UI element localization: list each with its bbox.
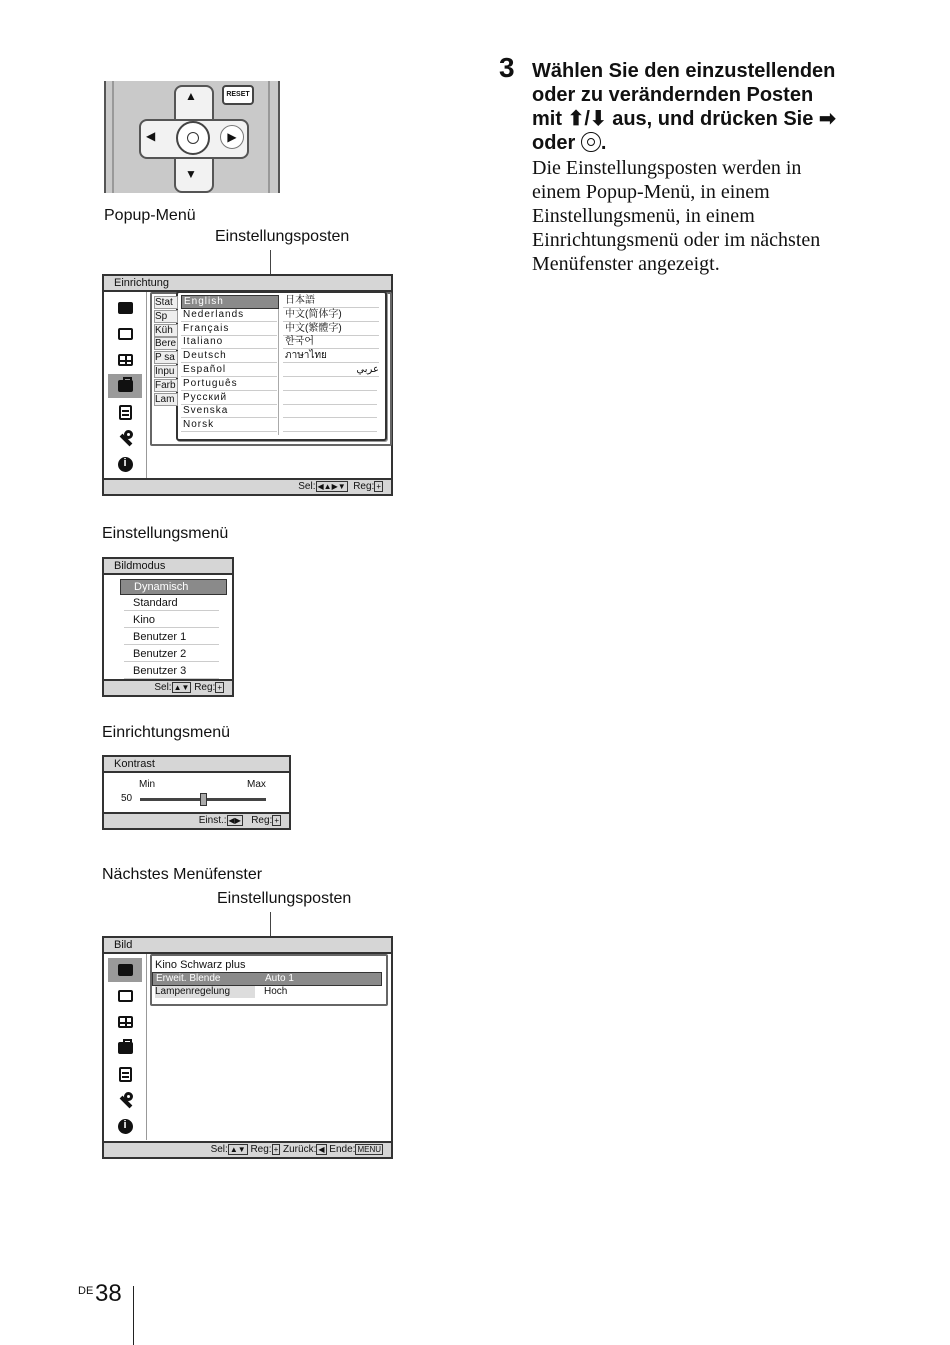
body-text-line: Einstellungsmenü, in einem bbox=[532, 205, 755, 227]
empty-slot bbox=[283, 404, 377, 405]
setup-item[interactable]: Küh bbox=[154, 324, 178, 337]
language-option[interactable]: Deutsch bbox=[181, 350, 277, 363]
slider-min-label: Min bbox=[139, 779, 156, 790]
setup-menu-window bbox=[102, 755, 291, 830]
mode-option[interactable]: Standard bbox=[124, 596, 219, 611]
caption-setting-menu: Einstellungsmenü bbox=[102, 525, 229, 542]
footer-lang: DE bbox=[78, 1285, 94, 1297]
language-option[interactable]: 日本語 bbox=[283, 295, 379, 308]
language-option[interactable]: Italiano bbox=[181, 336, 277, 349]
picture-adjust-icon[interactable] bbox=[108, 984, 142, 1008]
body-text-line: einem Popup-Menü, in einem bbox=[532, 181, 770, 203]
setting-menu-window bbox=[102, 557, 234, 697]
screen-icon[interactable] bbox=[108, 1010, 142, 1034]
setup-item[interactable]: P sa bbox=[154, 351, 178, 364]
step-number: 3 bbox=[499, 52, 515, 83]
down-arrow-button[interactable]: ▼ bbox=[185, 167, 197, 181]
setup-icon[interactable] bbox=[108, 1036, 142, 1060]
setting-row[interactable] bbox=[152, 986, 380, 998]
status-bar: Sel: ▲▼ Reg: + bbox=[104, 679, 232, 695]
picture-icon[interactable] bbox=[108, 958, 142, 982]
setup-item[interactable]: Stat bbox=[154, 296, 178, 309]
slider-max-label: Max bbox=[247, 779, 266, 790]
language-option[interactable]: Español bbox=[181, 364, 277, 377]
empty-slot bbox=[283, 417, 377, 418]
contrast-slider-handle[interactable] bbox=[200, 793, 207, 806]
setup-item[interactable]: Bere bbox=[155, 338, 177, 350]
status-bar: Einst.: ◀▶ Reg: + bbox=[104, 812, 289, 828]
setting-label: Lampenregelung bbox=[155, 986, 255, 998]
window-title: Einrichtung bbox=[104, 276, 391, 292]
mode-option[interactable]: Kino bbox=[124, 613, 219, 628]
language-option[interactable]: Русский bbox=[181, 392, 277, 405]
enter-icon bbox=[581, 132, 601, 152]
empty-slot bbox=[283, 431, 377, 432]
step-heading-line-4: oder . bbox=[532, 132, 607, 154]
up-down-arrow-icon: ⬆/⬇ bbox=[567, 108, 607, 130]
status-bar: Sel: ▲▼ Reg: + Zurück: ◀ Ende: MENU bbox=[104, 1141, 391, 1157]
step-heading-line-2: oder zu verändernden Posten bbox=[532, 84, 814, 106]
caption-setting-item-1: Einstellungsposten bbox=[215, 228, 350, 245]
language-option[interactable]: 中文(繁體字) bbox=[283, 323, 379, 336]
step-heading-line-3: mit ⬆/⬇ aus, und drücken Sie ➡ bbox=[532, 108, 836, 130]
setup-icon[interactable] bbox=[108, 374, 142, 398]
window-title: Bild bbox=[104, 938, 391, 954]
menu-list-icon[interactable] bbox=[108, 400, 142, 424]
setting-value: Auto 1 bbox=[265, 973, 294, 984]
body-text-line: Einrichtungsmenü oder im nächsten bbox=[532, 229, 821, 251]
setting-label: Erweit. Blende bbox=[156, 973, 221, 984]
footer-rule bbox=[133, 1286, 134, 1345]
wrench-icon[interactable] bbox=[108, 426, 142, 450]
slider-value: 50 bbox=[121, 793, 133, 804]
screen-icon[interactable] bbox=[108, 348, 142, 372]
caption-popup-menu: Popup-Menü bbox=[104, 207, 196, 224]
group-title: Kino Schwarz plus bbox=[155, 959, 246, 971]
mode-option[interactable]: Benutzer 2 bbox=[124, 647, 219, 662]
reset-button[interactable]: RESET bbox=[222, 85, 254, 105]
body-text-line: Die Einstellungsposten werden in bbox=[532, 157, 802, 179]
setup-item[interactable]: Lam bbox=[154, 393, 178, 406]
setup-item[interactable]: Sp bbox=[154, 310, 178, 323]
info-icon[interactable] bbox=[108, 452, 142, 476]
info-icon[interactable] bbox=[108, 1114, 142, 1138]
left-arrow-button[interactable]: ◀ bbox=[146, 129, 156, 143]
mode-option[interactable]: Benutzer 1 bbox=[124, 630, 219, 645]
language-option[interactable]: 中文(简体字) bbox=[283, 309, 379, 322]
language-option[interactable]: English bbox=[181, 295, 279, 309]
window-title: Kontrast bbox=[104, 757, 289, 773]
picture-adjust-icon[interactable] bbox=[108, 322, 142, 346]
language-option[interactable]: Svenska bbox=[181, 405, 277, 418]
language-option[interactable]: عربي bbox=[283, 364, 379, 377]
empty-slot bbox=[283, 390, 377, 391]
setup-item[interactable]: Inpu bbox=[154, 365, 178, 378]
body-text-line: Menüfenster angezeigt. bbox=[532, 253, 720, 275]
language-option[interactable]: Norsk bbox=[181, 419, 277, 432]
window-title: Bildmodus bbox=[104, 559, 232, 575]
language-option[interactable]: Português bbox=[181, 378, 277, 391]
language-option[interactable]: Nederlands bbox=[181, 309, 277, 322]
page-number: 38 bbox=[95, 1280, 122, 1307]
right-arrow-icon: ➡ bbox=[818, 108, 836, 130]
next-menu-window bbox=[102, 936, 393, 1159]
menu-list-icon[interactable] bbox=[108, 1062, 142, 1086]
picture-icon[interactable] bbox=[108, 296, 142, 320]
setting-value: Hoch bbox=[264, 986, 288, 997]
mode-option[interactable]: Benutzer 3 bbox=[124, 664, 219, 679]
mode-option[interactable]: Dynamisch bbox=[120, 579, 227, 595]
right-arrow-button[interactable]: ▶ bbox=[220, 125, 244, 149]
setup-item[interactable]: Farb bbox=[154, 379, 178, 392]
enter-button[interactable] bbox=[176, 121, 210, 155]
setting-row[interactable] bbox=[152, 972, 382, 986]
caption-next-menu: Nächstes Menüfenster bbox=[102, 866, 263, 883]
wrench-icon[interactable] bbox=[108, 1088, 142, 1112]
caption-setup-menu: Einrichtungsmenü bbox=[102, 724, 231, 741]
remote-control-image bbox=[104, 81, 280, 193]
up-arrow-button[interactable]: ▲ bbox=[185, 89, 197, 103]
status-bar: Sel: ◀▲▶▼ Reg: + bbox=[104, 478, 391, 494]
language-option[interactable]: Français bbox=[181, 323, 277, 336]
popup-menu-window bbox=[102, 274, 393, 496]
language-option[interactable]: 한국어 bbox=[283, 336, 379, 349]
caption-setting-item-2: Einstellungsposten bbox=[217, 890, 352, 907]
language-option[interactable]: ภาษาไทย bbox=[283, 350, 379, 363]
step-heading-line-1: Wählen Sie den einzustellenden bbox=[532, 60, 836, 82]
